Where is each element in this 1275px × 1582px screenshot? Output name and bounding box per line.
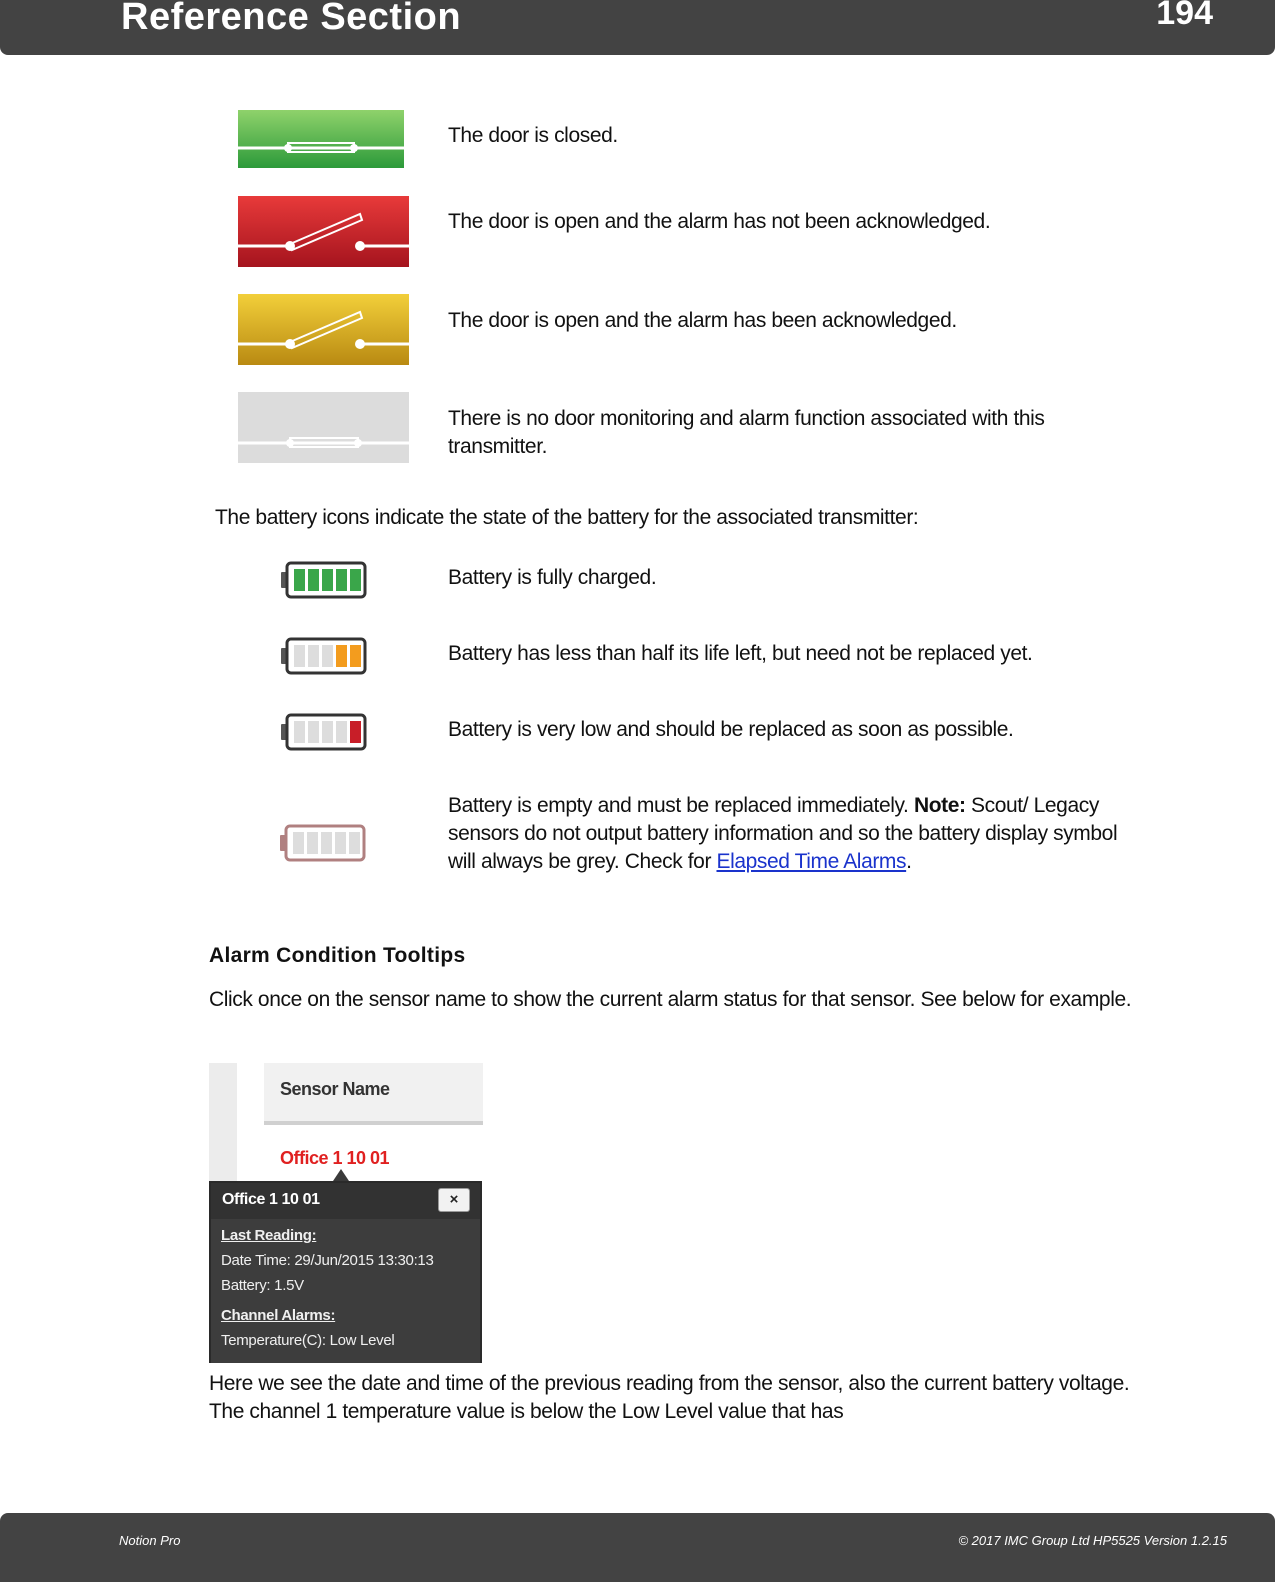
door-open-alarm-text: The door is open and the alarm has not been acknowledged. bbox=[448, 210, 991, 233]
note-label: Note: bbox=[913, 794, 966, 817]
battery-half-text: Battery has less than half its life left, but need not be replaced yet. bbox=[448, 642, 1033, 665]
elapsed-time-alarms-link[interactable]: Elapsed Time Alarms bbox=[716, 850, 907, 873]
battery-low-icon bbox=[281, 712, 367, 752]
battery-note-text: Scout/ Legacy sensors do not output battery information and so the battery display symbol will always be grey. Check for bbox=[448, 794, 1118, 873]
battery-empty-desc: Battery is empty and must be replaced immediately. bbox=[448, 794, 909, 817]
page-footer bbox=[0, 1513, 1275, 1582]
battery-half-icon bbox=[281, 636, 367, 676]
channel-alarm-value: Temperature(C): Low Level bbox=[221, 1332, 395, 1349]
door-closed-text: The door is closed. bbox=[448, 124, 618, 147]
page-number: 194 bbox=[1156, 0, 1213, 32]
tooltips-outro: Here we see the date and time of the previous reading from the sensor, also the current battery voltage. The channel 1 temperature value is below the Low Level value that has bbox=[209, 1372, 1130, 1423]
copyright: © 2017 IMC Group Ltd HP5525 Version 1.2.15 bbox=[958, 1533, 1227, 1548]
tooltip-pointer bbox=[333, 1169, 349, 1181]
battery-low-text: Battery is very low and should be replaced as soon as possible. bbox=[448, 718, 1014, 741]
tooltip-title: Office 1 10 01 bbox=[222, 1191, 320, 1208]
sensor-name-link[interactable]: Office 1 10 01 bbox=[280, 1148, 390, 1168]
product-name: Notion Pro bbox=[119, 1533, 181, 1548]
alarm-tooltip bbox=[209, 1181, 482, 1363]
channel-alarms-label: Channel Alarms: bbox=[221, 1307, 336, 1324]
column-header-label: Sensor Name bbox=[280, 1079, 390, 1099]
door-closed-icon bbox=[238, 110, 404, 168]
battery-note-end: . bbox=[906, 850, 912, 873]
last-reading-label: Last Reading: bbox=[221, 1227, 317, 1244]
door-no-monitoring-icon bbox=[238, 392, 409, 463]
door-open-acknowledged-icon bbox=[238, 294, 409, 365]
battery-full-text: Battery is fully charged. bbox=[448, 566, 657, 589]
battery-intro: The battery icons indicate the state of the battery for the associated transmitter: bbox=[215, 506, 919, 529]
door-open-alarm-icon bbox=[238, 196, 409, 267]
sensor-name-column-header bbox=[264, 1063, 483, 1125]
close-icon[interactable]: × bbox=[438, 1188, 470, 1212]
battery-full-icon bbox=[281, 560, 367, 600]
door-no-monitoring-text: There is no door monitoring and alarm function associated with this transmitter. bbox=[448, 407, 1045, 458]
section-heading: Alarm Condition Tooltips bbox=[209, 944, 466, 967]
battery-empty-icon bbox=[280, 823, 366, 863]
battery-empty-text bbox=[448, 792, 1138, 876]
last-reading-battery: Battery: 1.5V bbox=[221, 1277, 304, 1294]
section-title: Reference Section bbox=[121, 0, 462, 38]
tooltip-screenshot bbox=[209, 1063, 483, 1363]
door-open-acknowledged-text: The door is open and the alarm has been acknowledged. bbox=[448, 309, 957, 332]
page-header bbox=[0, 0, 1275, 55]
tooltip-title-bar bbox=[211, 1183, 480, 1219]
tooltips-intro: Click once on the sensor name to show the current alarm status for that sensor. See below for example. bbox=[209, 988, 1132, 1011]
last-reading-datetime: Date Time: 29/Jun/2015 13:30:13 bbox=[221, 1252, 434, 1269]
